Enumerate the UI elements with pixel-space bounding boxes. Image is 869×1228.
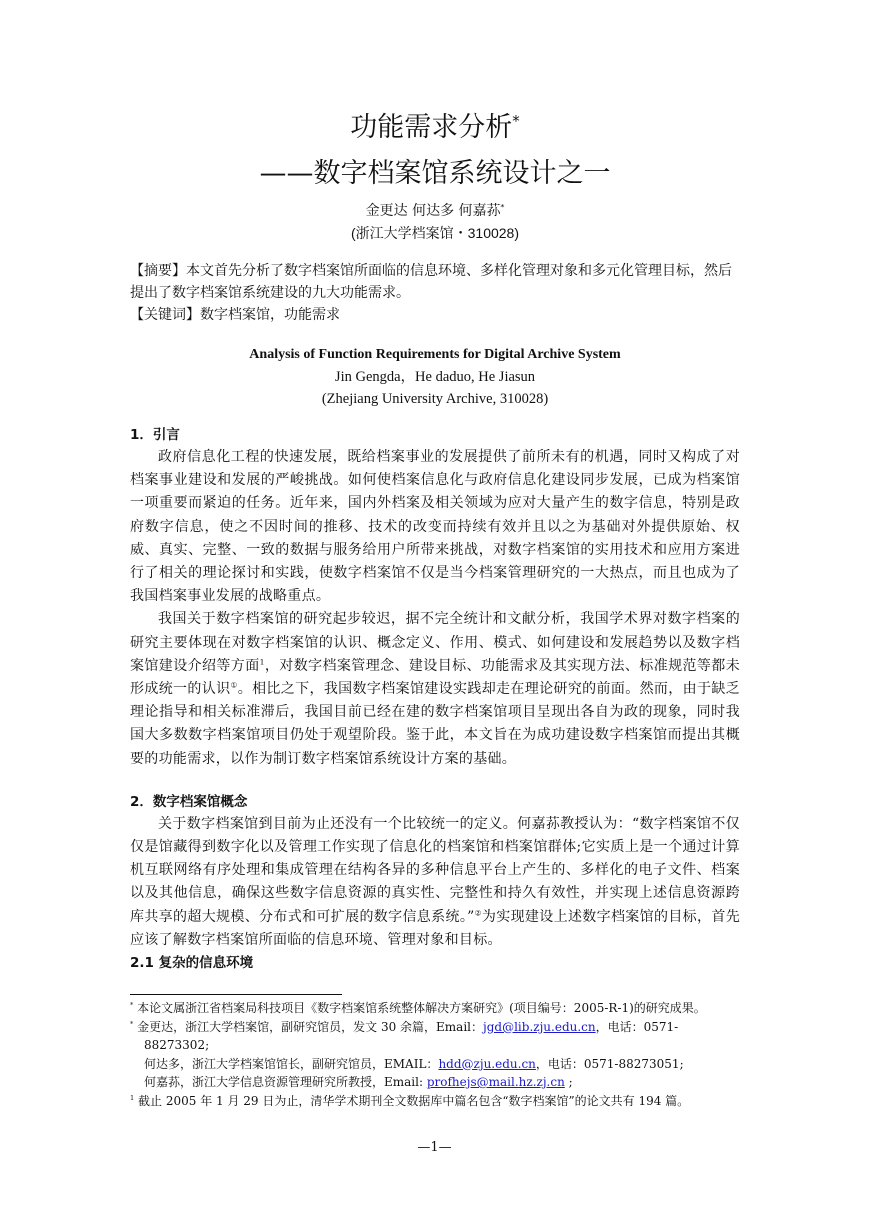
affiliation: (浙江大学档案馆・310028) xyxy=(350,225,520,241)
footnotes xyxy=(130,999,740,1110)
section-2-heading: 2．数字档案馆概念 xyxy=(130,793,248,810)
footnote-authors: * 金更达，浙江大学档案馆，副研究馆员，发文 30 余篇，Email：jgd@lib.zju.edu.cn，电话：0571-88273302; xyxy=(130,1019,679,1053)
paper-subtitle: ——数字档案馆系统设计之一 xyxy=(259,158,611,189)
section-1-heading: 1．引言 xyxy=(130,427,180,443)
keywords-text: 数字档案馆，功能需求 xyxy=(200,307,340,323)
english-affiliation: (Zhejiang University Archive, 310028) xyxy=(321,391,549,407)
english-title: Analysis of Function Requirements for Digital Archive System xyxy=(249,347,621,362)
keywords-label: 【关键词】 xyxy=(130,307,200,323)
email-link-jgd[interactable]: jgd@lib.zju.edu.cn xyxy=(483,1019,596,1034)
page-number: —1— xyxy=(417,1140,452,1155)
author-footnote-mark: * xyxy=(500,202,505,212)
section-1-paragraph-1: 政府信息化工程的快速发展，既给档案事业的发展提供了前所未有的机遇，同时又构成了对档案事业建设和发展的严峻挑战。如何使档案信息化与政府信息化建设同步发展，已成为档案馆一项重要而紧迫的任务。近年来，国内外档案及相关领域为应对大量产生的数字信息，特别是政府数字信息，使之不因时间的推移、技术的改变而持续有效并且以之为基础对外提供原始、权威、真实、完整、一致的数据与服务给用户所带来挑战，对数字档案馆的实用技术和应用方案进行了相关的理论探讨和实践，使数字档案馆不仅是当今档案管理研究的一大热点，而且也成为了我国档案事业发展的战略重点。 xyxy=(130,449,740,605)
paper-title: 功能需求分析* xyxy=(350,112,520,143)
email-link-profhejs[interactable]: profhejs@mail.hz.zj.cn xyxy=(426,1075,565,1090)
abstract-label: 【摘要】 xyxy=(130,263,186,279)
abstract-text: 本文首先分析了数字档案馆所面临的信息环境、多样化管理对象和多元化管理目标，然后提出了数字档案馆系统建设的九大功能需求。 xyxy=(130,263,732,301)
footnote-project: * 本论文属浙江省档案局科技项目《数字档案馆系统整体解决方案研究》(项目编号：2005-R-1)的研究成果。 xyxy=(130,1001,706,1016)
english-authors: Jin Gengda，He daduo, He Jiasun xyxy=(334,369,536,385)
section-2-paragraph-1: 关于数字档案馆到目前为止还没有一个比较统一的定义。何嘉荪教授认为：“数字档案馆不仅仅是馆藏得到数字化以及管理工作实现了信息化的档案馆和档案馆群体;它实质上是一个通过计算机互联网络有序处理和集成管理在结构各异的多种信息平台上产生的、多样化的电子文件、档案以及其他信息，确保这些数字信息资源的真实性、完整性和持久有效性，并实现上述信息资源跨库共享的超大规模、分布式和可扩展的数字信息系统。”②为实现建设上述数字档案馆的目标，首先应该了解数字档案馆所面临的信息环境、管理对象和目标。 xyxy=(130,815,740,948)
footnote-statistics: $^1$ 截止 2005 年 1 月 29 日为止，清华学术期刊全文数据库中篇名包含“数字档案馆”的论文共有 194 篇。 xyxy=(130,1093,690,1108)
section-1-paragraph-2: 我国关于数字档案馆的研究起步较迟，据不完全统计和文献分析，我国学术界对数字档案的研究主要体现在对数字档案馆的认识、概念定义、作用、模式、如何建设和发展趋势以及数字档案馆建设介绍等方面$^1$，对数字档案管理念、建设目标、功能需求及其实现方法、标准规范等都未形成统一的认识①。相比之下，我国数字档案馆建设实践却走在理论研究的前面。然而，由于缺乏理论指导和相关标准滞后，我国目前已经在建的数字档案馆项目呈现出各自为政的现象，同时我国大多数数字档案馆项目仍处于观望阶段。鉴于此，本文旨在为成功建设数字档案馆而提出其概要的功能需求，以作为制订数字档案馆系统设计方案的基础。 xyxy=(130,611,741,767)
email-link-hdd[interactable]: hdd@zju.edu.cn xyxy=(438,1056,536,1071)
title-footnote-mark: * xyxy=(512,112,520,130)
citation-ref-1[interactable]: ① xyxy=(230,680,238,690)
subsection-2-1-heading: 2.1 复杂的信息环境 xyxy=(130,955,254,972)
author-list: 金更达 何达多 何嘉荪* xyxy=(365,202,505,219)
paper-page xyxy=(130,108,740,1110)
footnote-author-2: 何达多，浙江大学档案馆馆长，副研究馆员，EMAIL：hdd@zju.edu.cn，电话：0571-88273051; xyxy=(144,1056,684,1071)
keywords xyxy=(130,304,740,326)
footnote-divider xyxy=(130,994,342,995)
footnote-ref-1[interactable]: 1 xyxy=(259,657,265,667)
abstract xyxy=(130,260,740,304)
footnote-author-3: 何嘉荪，浙江大学信息资源管理研究所教授，Email: profhejs@mail.hz.zj.cn ; xyxy=(144,1075,573,1090)
citation-ref-2[interactable]: ② xyxy=(474,908,482,917)
